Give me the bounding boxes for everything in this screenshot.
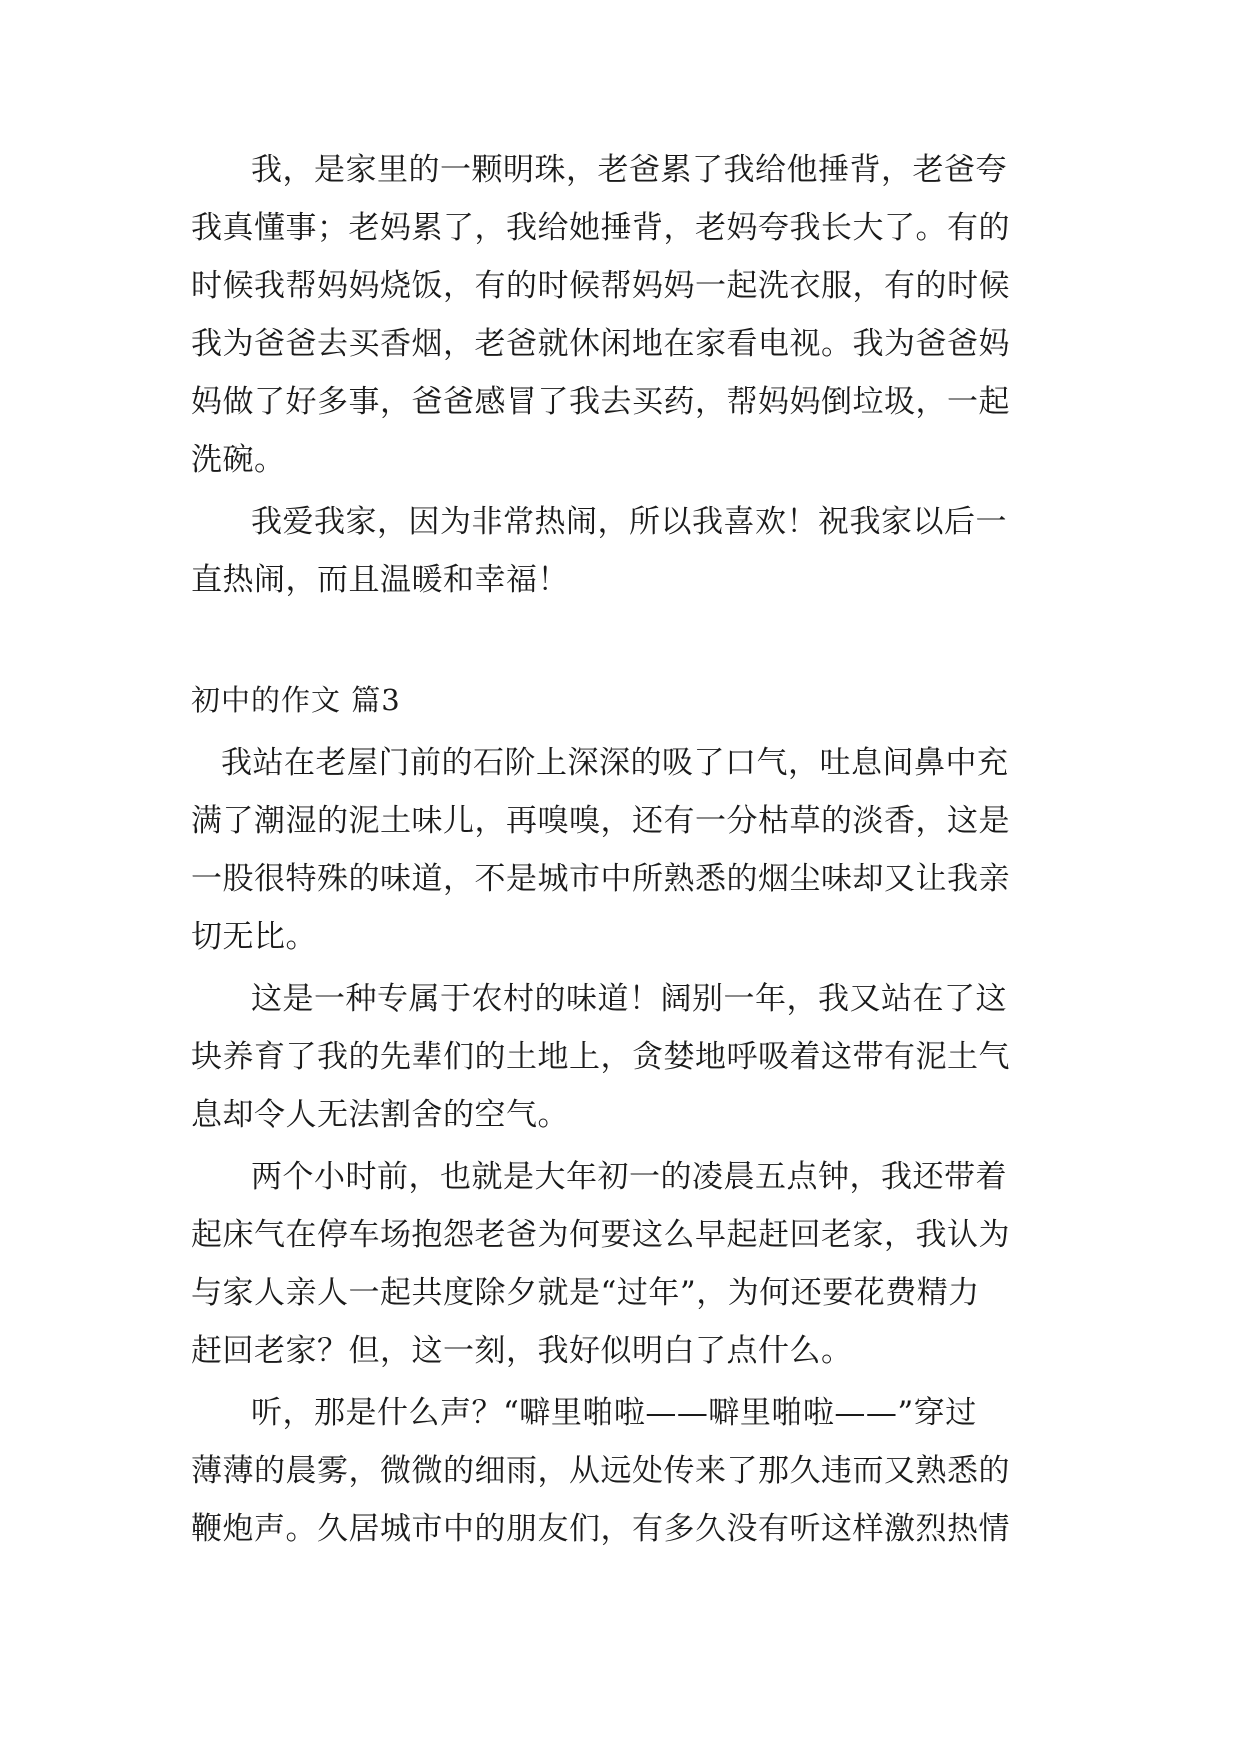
text-line: 薄薄的晨雾，微微的细雨，从远处传来了那久违而又熟悉的	[191, 1453, 1010, 1489]
text-line: 我真懂事；老妈累了，我给她捶背，老妈夸我长大了。有的	[191, 210, 1010, 246]
text-line: 直热闹，而且温暖和幸福！	[191, 562, 569, 598]
text-line: 满了潮湿的泥土味儿，再嗅嗅，还有一分枯草的淡香，这是	[191, 803, 1010, 839]
text-line: 我为爸爸去买香烟，老爸就休闲地在家看电视。我为爸爸妈	[191, 326, 1010, 362]
text-line: 一股很特殊的味道，不是城市中所熟悉的烟尘味却又让我亲	[191, 861, 1010, 897]
text-line: 两个小时前，也就是大年初一的凌晨五点钟，我还带着	[251, 1159, 1007, 1195]
text-line: 时候我帮妈妈烧饭，有的时候帮妈妈一起洗衣服，有的时候	[191, 268, 1010, 304]
text-line: 切无比。	[191, 919, 317, 955]
text-line: 洗碗。	[191, 442, 286, 478]
text-line: 我，是家里的一颗明珠，老爸累了我给他捶背，老爸夸	[251, 152, 1007, 188]
text-line: 与家人亲人一起共度除夕就是“过年”，为何还要花费精力	[191, 1275, 980, 1311]
text-line: 听，那是什么声？“噼里啪啦——噼里啪啦——”穿过	[251, 1395, 977, 1431]
text-line: 鞭炮声。久居城市中的朋友们，有多久没有听这样激烈热情	[191, 1511, 1010, 1547]
text-line: 赶回老家？但，这一刻，我好似明白了点什么。	[191, 1333, 853, 1369]
section-heading: 初中的作文 篇3	[191, 683, 401, 717]
text-line: 块养育了我的先辈们的土地上，贪婪地呼吸着这带有泥土气	[191, 1039, 1010, 1075]
text-line: 这是一种专属于农村的味道！阔别一年，我又站在了这	[251, 981, 1007, 1017]
text-line: 起床气在停车场抱怨老爸为何要这么早起赶回老家，我认为	[191, 1217, 1010, 1253]
text-line: 我爱我家，因为非常热闹，所以我喜欢！祝我家以后一	[251, 504, 1007, 540]
text-line: 息却令人无法割舍的空气。	[191, 1097, 569, 1133]
text-line: 我站在老屋门前的石阶上深深的吸了口气，吐息间鼻中充	[221, 745, 1009, 781]
text-line: 妈做了好多事，爸爸感冒了我去买药，帮妈妈倒垃圾，一起	[191, 384, 1010, 420]
